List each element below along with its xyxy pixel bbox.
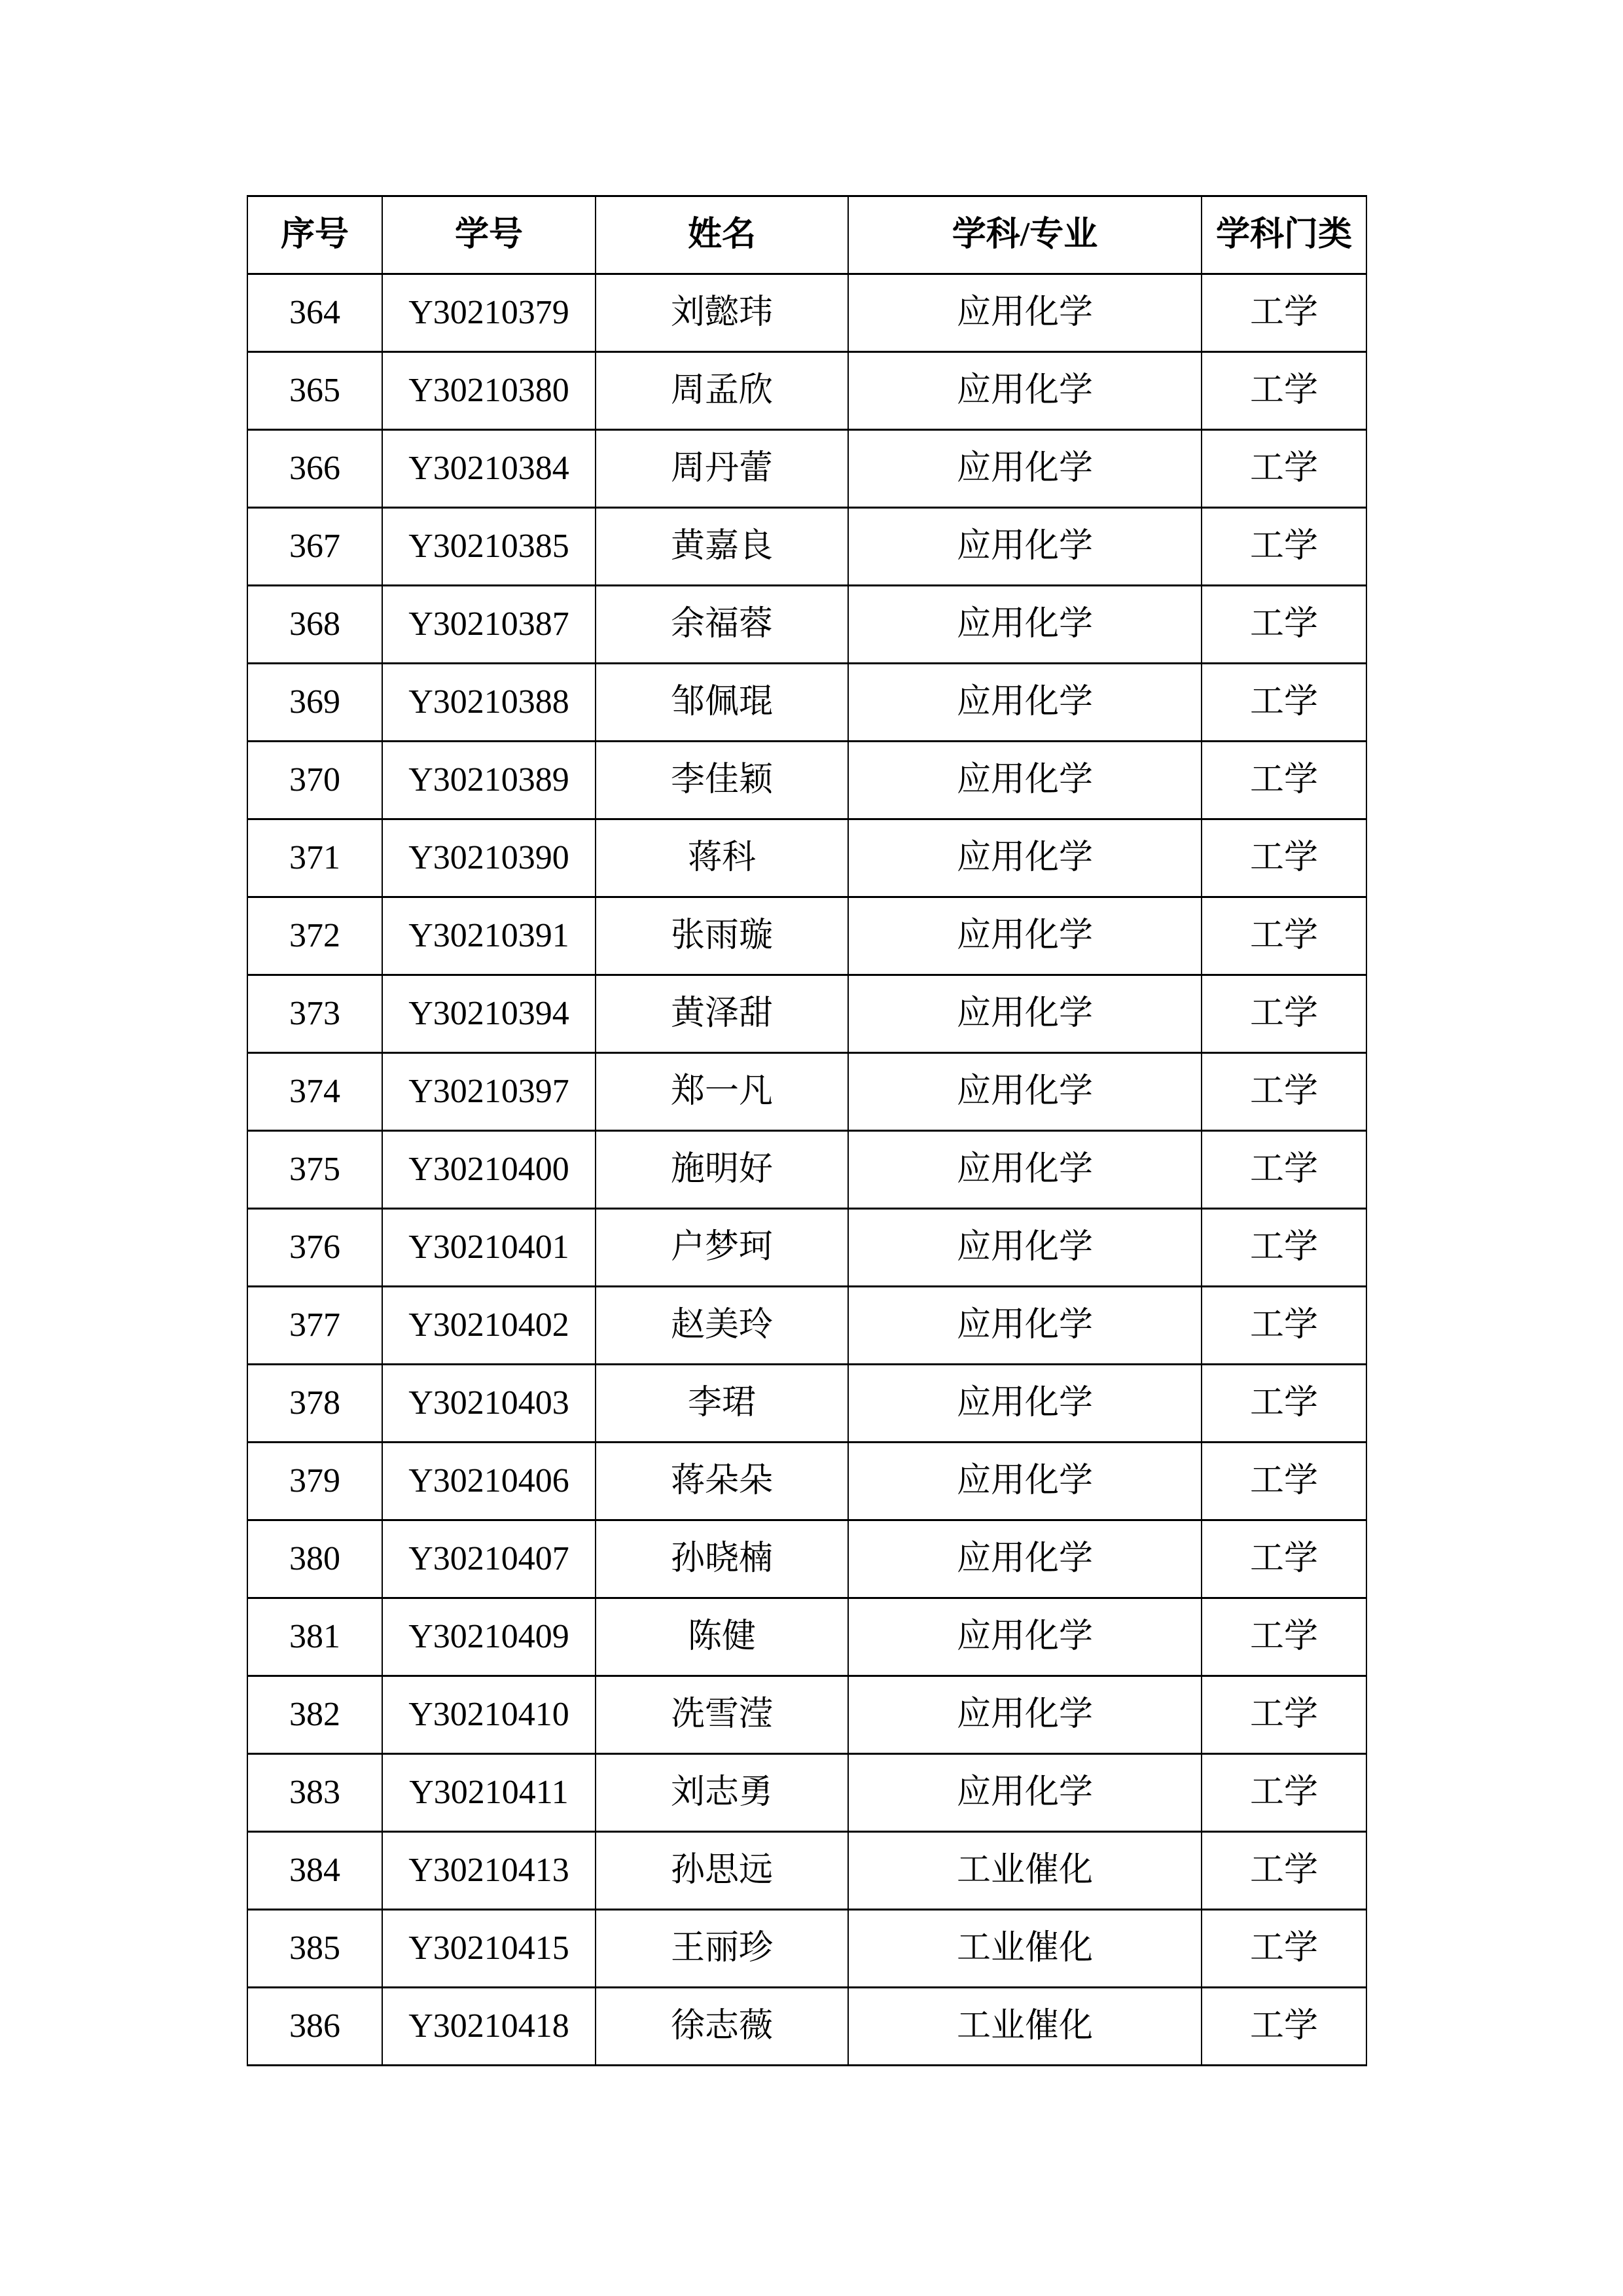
cell-category: 工学 (1202, 586, 1366, 664)
table-row (247, 1910, 1366, 1988)
cell-name: 周丹蕾 (596, 430, 848, 508)
cell-major: 应用化学 (848, 1443, 1202, 1520)
cell-student-id: Y30210403 (382, 1365, 596, 1443)
cell-major: 应用化学 (848, 1287, 1202, 1365)
cell-major: 应用化学 (848, 664, 1202, 742)
cell-name: 余福蓉 (596, 586, 848, 664)
cell-category: 工学 (1202, 352, 1366, 430)
cell-category: 工学 (1202, 1598, 1366, 1676)
cell-category: 工学 (1202, 819, 1366, 897)
header-cell-major: 学科/专业 (848, 196, 1202, 274)
table-row (247, 508, 1366, 586)
header-cell-student-id: 学号 (382, 196, 596, 274)
cell-major: 应用化学 (848, 1676, 1202, 1754)
cell-major: 应用化学 (848, 1520, 1202, 1598)
table-row (247, 274, 1366, 352)
cell-major: 应用化学 (848, 1754, 1202, 1832)
table-row (247, 1676, 1366, 1754)
table-row (247, 1988, 1366, 2066)
cell-index: 383 (247, 1754, 382, 1832)
table-row (247, 819, 1366, 897)
cell-name: 张雨璇 (596, 897, 848, 975)
header-cell-index: 序号 (247, 196, 382, 274)
cell-category: 工学 (1202, 1053, 1366, 1131)
table-row (247, 352, 1366, 430)
table-row (247, 975, 1366, 1053)
cell-major: 工业催化 (848, 1832, 1202, 1910)
table-row (247, 1287, 1366, 1365)
table-body (247, 274, 1366, 2066)
table-row (247, 1209, 1366, 1287)
cell-category: 工学 (1202, 1754, 1366, 1832)
cell-name: 邹佩琨 (596, 664, 848, 742)
cell-student-id: Y30210394 (382, 975, 596, 1053)
header-cell-category: 学科门类 (1202, 196, 1366, 274)
table-row (247, 1365, 1366, 1443)
cell-student-id: Y30210397 (382, 1053, 596, 1131)
cell-index: 381 (247, 1598, 382, 1676)
cell-major: 应用化学 (848, 586, 1202, 664)
cell-category: 工学 (1202, 1443, 1366, 1520)
cell-index: 365 (247, 352, 382, 430)
cell-name: 郑一凡 (596, 1053, 848, 1131)
cell-name: 户梦珂 (596, 1209, 848, 1287)
cell-category: 工学 (1202, 975, 1366, 1053)
cell-name: 蒋科 (596, 819, 848, 897)
cell-student-id: Y30210380 (382, 352, 596, 430)
header-row (247, 196, 1366, 274)
cell-category: 工学 (1202, 274, 1366, 352)
table-row (247, 897, 1366, 975)
cell-category: 工学 (1202, 742, 1366, 819)
cell-index: 385 (247, 1910, 382, 1988)
cell-student-id: Y30210379 (382, 274, 596, 352)
cell-major: 应用化学 (848, 742, 1202, 819)
cell-major: 应用化学 (848, 1598, 1202, 1676)
cell-index: 364 (247, 274, 382, 352)
cell-category: 工学 (1202, 508, 1366, 586)
cell-student-id: Y30210411 (382, 1754, 596, 1832)
cell-name: 周孟欣 (596, 352, 848, 430)
cell-student-id: Y30210384 (382, 430, 596, 508)
cell-student-id: Y30210402 (382, 1287, 596, 1365)
student-roster-table (247, 195, 1367, 2066)
cell-student-id: Y30210406 (382, 1443, 596, 1520)
cell-category: 工学 (1202, 430, 1366, 508)
table-row (247, 1832, 1366, 1910)
cell-student-id: Y30210389 (382, 742, 596, 819)
cell-name: 施明好 (596, 1131, 848, 1209)
cell-name: 孙晓楠 (596, 1520, 848, 1598)
cell-name: 陈健 (596, 1598, 848, 1676)
cell-index: 378 (247, 1365, 382, 1443)
cell-name: 李珺 (596, 1365, 848, 1443)
cell-student-id: Y30210407 (382, 1520, 596, 1598)
cell-name: 赵美玲 (596, 1287, 848, 1365)
table-row (247, 1520, 1366, 1598)
cell-category: 工学 (1202, 1131, 1366, 1209)
cell-student-id: Y30210401 (382, 1209, 596, 1287)
cell-index: 367 (247, 508, 382, 586)
cell-major: 工业催化 (848, 1910, 1202, 1988)
header-cell-name: 姓名 (596, 196, 848, 274)
table-row (247, 1053, 1366, 1131)
cell-index: 380 (247, 1520, 382, 1598)
cell-index: 372 (247, 897, 382, 975)
cell-name: 黄泽甜 (596, 975, 848, 1053)
cell-major: 应用化学 (848, 1209, 1202, 1287)
cell-student-id: Y30210418 (382, 1988, 596, 2066)
cell-index: 382 (247, 1676, 382, 1754)
cell-index: 369 (247, 664, 382, 742)
cell-index: 384 (247, 1832, 382, 1910)
cell-index: 373 (247, 975, 382, 1053)
cell-name: 李佳颖 (596, 742, 848, 819)
cell-index: 375 (247, 1131, 382, 1209)
cell-major: 应用化学 (848, 430, 1202, 508)
cell-major: 应用化学 (848, 897, 1202, 975)
cell-student-id: Y30210391 (382, 897, 596, 975)
cell-name: 徐志薇 (596, 1988, 848, 2066)
cell-major: 应用化学 (848, 975, 1202, 1053)
cell-name: 黄嘉良 (596, 508, 848, 586)
cell-major: 应用化学 (848, 1131, 1202, 1209)
cell-index: 379 (247, 1443, 382, 1520)
cell-student-id: Y30210385 (382, 508, 596, 586)
cell-student-id: Y30210388 (382, 664, 596, 742)
cell-index: 368 (247, 586, 382, 664)
cell-name: 王丽珍 (596, 1910, 848, 1988)
cell-index: 374 (247, 1053, 382, 1131)
cell-major: 工业催化 (848, 1988, 1202, 2066)
cell-name: 刘志勇 (596, 1754, 848, 1832)
cell-category: 工学 (1202, 1676, 1366, 1754)
table-row (247, 1131, 1366, 1209)
cell-category: 工学 (1202, 1209, 1366, 1287)
cell-major: 应用化学 (848, 352, 1202, 430)
table-row (247, 664, 1366, 742)
cell-major: 应用化学 (848, 1053, 1202, 1131)
table-row (247, 1443, 1366, 1520)
cell-major: 应用化学 (848, 274, 1202, 352)
cell-major: 应用化学 (848, 819, 1202, 897)
cell-index: 371 (247, 819, 382, 897)
cell-index: 386 (247, 1988, 382, 2066)
cell-index: 377 (247, 1287, 382, 1365)
table-row (247, 742, 1366, 819)
cell-index: 376 (247, 1209, 382, 1287)
cell-index: 370 (247, 742, 382, 819)
cell-category: 工学 (1202, 1365, 1366, 1443)
cell-major: 应用化学 (848, 508, 1202, 586)
cell-student-id: Y30210413 (382, 1832, 596, 1910)
cell-major: 应用化学 (848, 1365, 1202, 1443)
cell-student-id: Y30210390 (382, 819, 596, 897)
cell-student-id: Y30210415 (382, 1910, 596, 1988)
table-row (247, 1598, 1366, 1676)
cell-category: 工学 (1202, 1287, 1366, 1365)
table-row (247, 586, 1366, 664)
cell-category: 工学 (1202, 1910, 1366, 1988)
cell-name: 蒋朵朵 (596, 1443, 848, 1520)
cell-index: 366 (247, 430, 382, 508)
cell-category: 工学 (1202, 1832, 1366, 1910)
cell-category: 工学 (1202, 1988, 1366, 2066)
cell-student-id: Y30210387 (382, 586, 596, 664)
cell-student-id: Y30210409 (382, 1598, 596, 1676)
cell-student-id: Y30210400 (382, 1131, 596, 1209)
cell-name: 冼雪滢 (596, 1676, 848, 1754)
cell-category: 工学 (1202, 897, 1366, 975)
cell-name: 刘懿玮 (596, 274, 848, 352)
cell-category: 工学 (1202, 1520, 1366, 1598)
table-row (247, 430, 1366, 508)
cell-student-id: Y30210410 (382, 1676, 596, 1754)
cell-name: 孙思远 (596, 1832, 848, 1910)
cell-category: 工学 (1202, 664, 1366, 742)
table-row (247, 1754, 1366, 1832)
